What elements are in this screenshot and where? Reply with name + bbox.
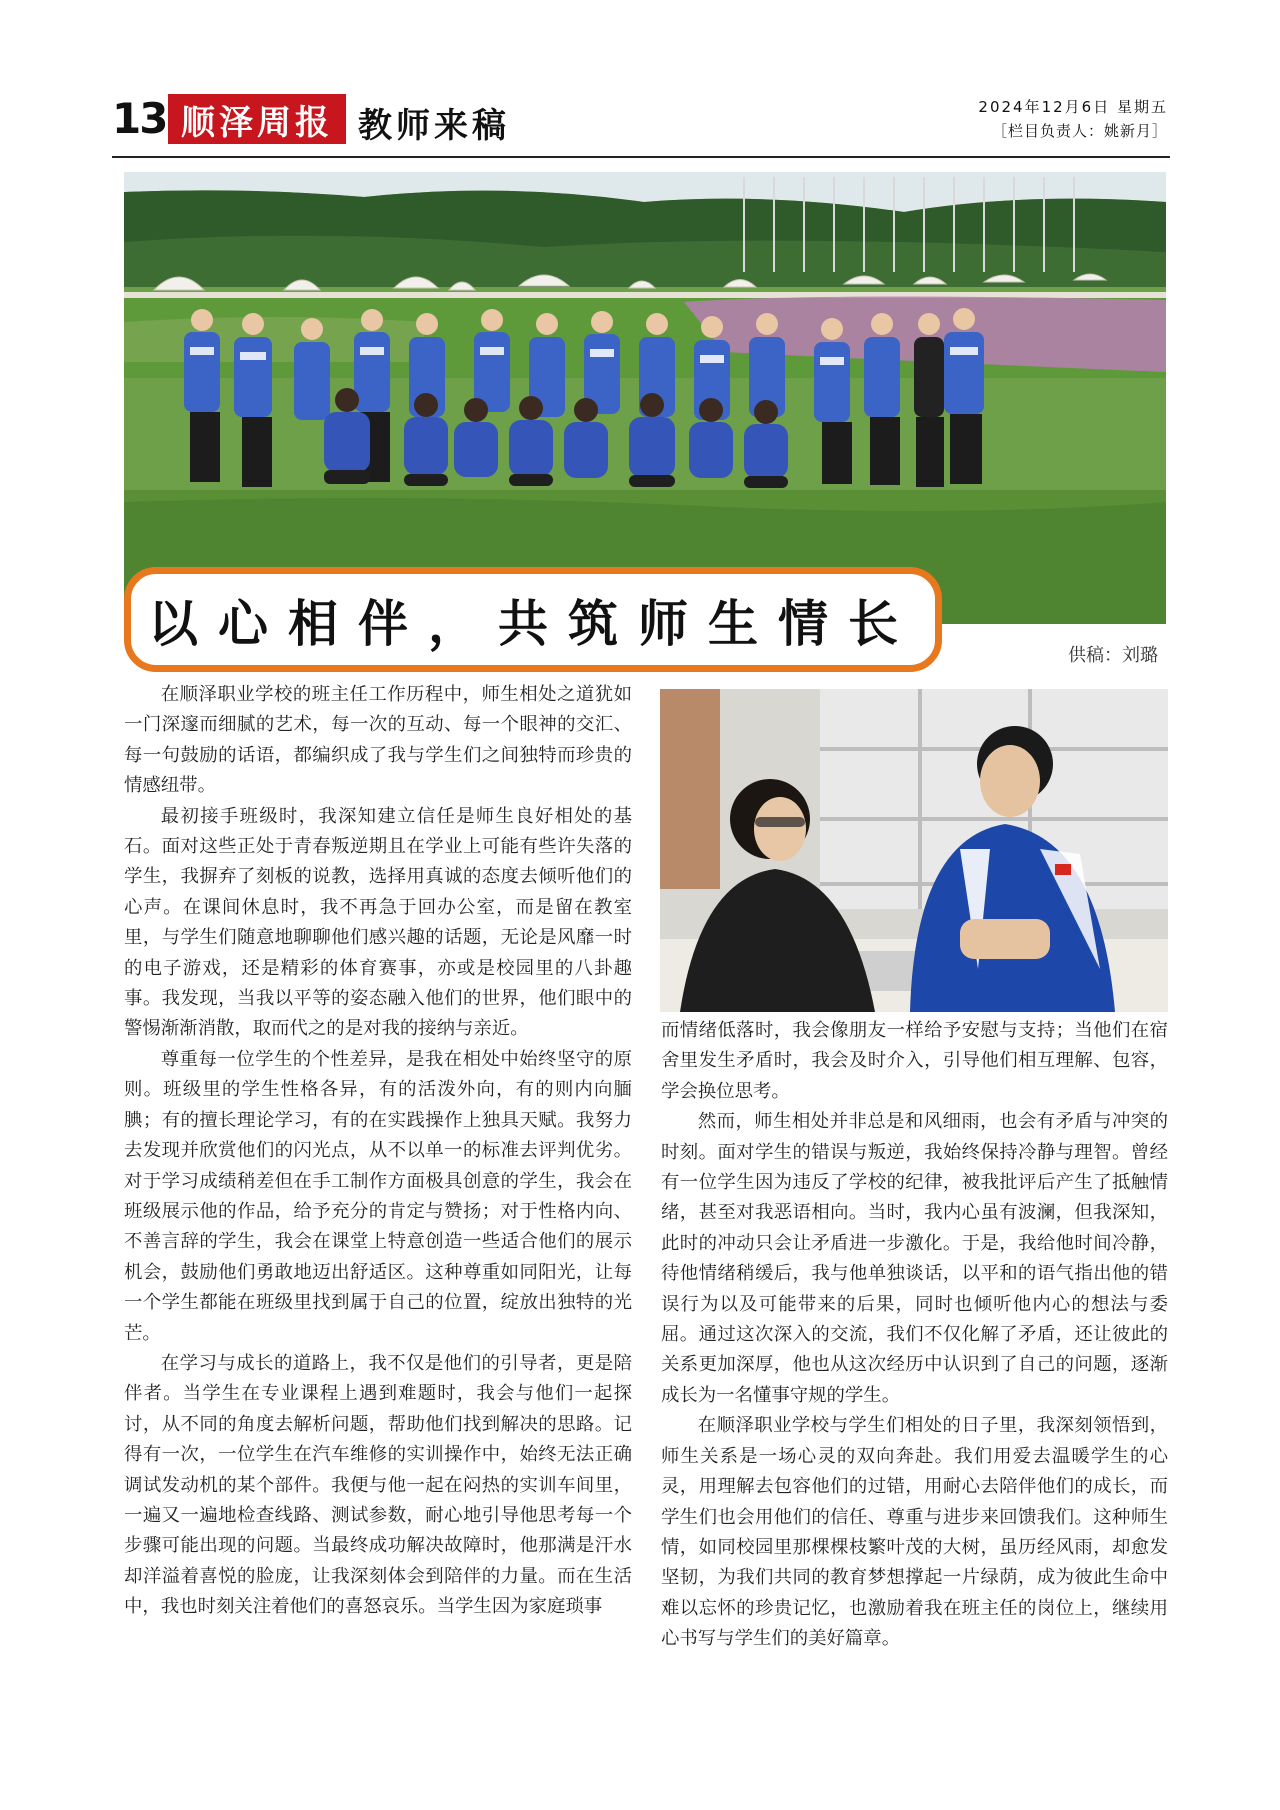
article-right-column <box>661 1016 1168 1655</box>
masthead <box>110 92 1168 156</box>
group-photo <box>124 172 1166 624</box>
headline-banner <box>124 567 942 672</box>
newspaper-logo: 顺泽周报 <box>168 94 346 144</box>
article-paragraph: 尊重每一位学生的个性差异，是我在相处中始终坚守的原则。班级里的学生性格各异，有的活泼外向，有的则内向腼腆；有的擅长理论学习，有的在实践操作上独具天赋。我努力去发现并欣赏他们的闪光点，从不以单一的标准去评判优劣。对于学习成绩稍差但在手工制作方面极具创意的学生，我会在班级展示他的作品，给予充分的肯定与赞扬；对于性格内向、不善言辞的学生，我会在课堂上特意创造一些适合他们的展示机会，鼓励他们勇敢地迈出舒适区。这种尊重如同阳光，让每一个学生都能在班级里找到属于自己的位置，绽放出独特的光芒。 <box>124 1048 632 1344</box>
page-number: 13 <box>112 94 167 143</box>
article-paragraph: 最初接手班级时，我深知建立信任是师生良好相处的基石。面对这些正处于青春叛逆期且在学业上可能有些许失落的学生，我摒弃了刻板的说教，选择用真诚的态度去倾听他们的心声。在课间休息时，我不再急于回办公室，而是留在教室里，与学生们随意地聊聊他们感兴趣的话题，无论是风靡一时的电子游戏，还是精彩的体育赛事，亦或是校园里的八卦趣事。我发现，当我以平等的姿态融入他们的世界，他们眼中的警惕渐渐消散，取而代之的是对我的接纳与亲近。 <box>124 805 632 1040</box>
article-paragraph: 在顺泽职业学校的班主任工作历程中，师生相处之道犹如一门深邃而细腻的艺术，每一次的互动、每一个眼神的交汇、每一句鼓励的话语，都编织成了我与学生们之间独特而珍贵的情感纽带。 <box>124 684 632 797</box>
teacher-student-photo <box>660 689 1168 1012</box>
article-paragraph: 在顺泽职业学校与学生们相处的日子里，我深刻领悟到，师生关系是一场心灵的双向奔赴。我们用爱去温暖学生的心灵，用理解去包容他们的过错，用耐心去陪伴他们的成长，而学生们也会用他们的信任、尊重与进步来回馈我们。这种师生情，如同校园里那棵棵枝繁叶茂的大树，虽历经风雨，却愈发坚韧，为我们共同的教育梦想撑起一片绿荫，成为彼此生命中难以忘怀的珍贵记忆，也激励着我在班主任的岗位上，继续用心书写与学生们的美好篇章。 <box>661 1415 1168 1650</box>
photo-credit: 供稿：刘璐 <box>1068 645 1158 666</box>
article-paragraph: 然而，师生相处并非总是和风细雨，也会有矛盾与冲突的时刻。面对学生的错误与叛逆，我始终保持冷静与理智。曾经有一位学生因为违反了学校的纪律，被我批评后产生了抵触情绪，甚至对我恶语相向。当时，我内心虽有波澜，但我深知，此时的冲动只会让矛盾进一步激化。于是，我给他时间冷静，待他情绪稍缓后，我与他单独谈话，以平和的语气指出他的错误行为以及可能带来的后果，同时也倾听他内心的想法与委屈。通过这次深入的交流，我们不仅化解了矛盾，还让彼此的关系更加深厚，他也从这次经历中认识到了自己的问题，逐渐成长为一名懂事守规的学生。 <box>661 1111 1168 1406</box>
header-rule <box>112 156 1170 158</box>
column-editor: ［栏目负责人：姚新月］ <box>991 122 1168 140</box>
article-paragraph: 在学习与成长的道路上，我不仅是他们的引导者，更是陪伴者。当学生在专业课程上遇到难题时，我会与他们一起探讨，从不同的角度去解析问题，帮助他们找到解决的思路。记得有一次，一位学生在汽车维修的实训操作中，始终无法正确调试发动机的某个部件。我便与他一起在闷热的实训车间里，一遍又一遍地检查线路、测试参数，耐心地引导他思考每一个步骤可能出现的问题。当最终成功解决故障时，他那满是汗水却洋溢着喜悦的脸庞，让我深刻体会到陪伴的力量。而在生活中，我也时刻关注着他们的喜怒哀乐。当学生因为家庭琐事 <box>124 1352 632 1618</box>
teacher-student-talk-illustration <box>660 689 1168 1012</box>
article-left-column <box>124 680 632 1623</box>
issue-date: 2024年12月6日 星期五 <box>978 98 1168 116</box>
group-photo-illustration <box>124 172 1166 624</box>
article-paragraph-continued: 而情绪低落时，我会像朋友一样给予安慰与支持；当他们在宿舍里发生矛盾时，我会及时介入，引导他们相互理解、包容，学会换位思考。 <box>661 1020 1168 1102</box>
section-title: 教师来稿 <box>358 106 510 146</box>
article-headline: 以心相伴，共筑师生情长 <box>148 594 918 653</box>
